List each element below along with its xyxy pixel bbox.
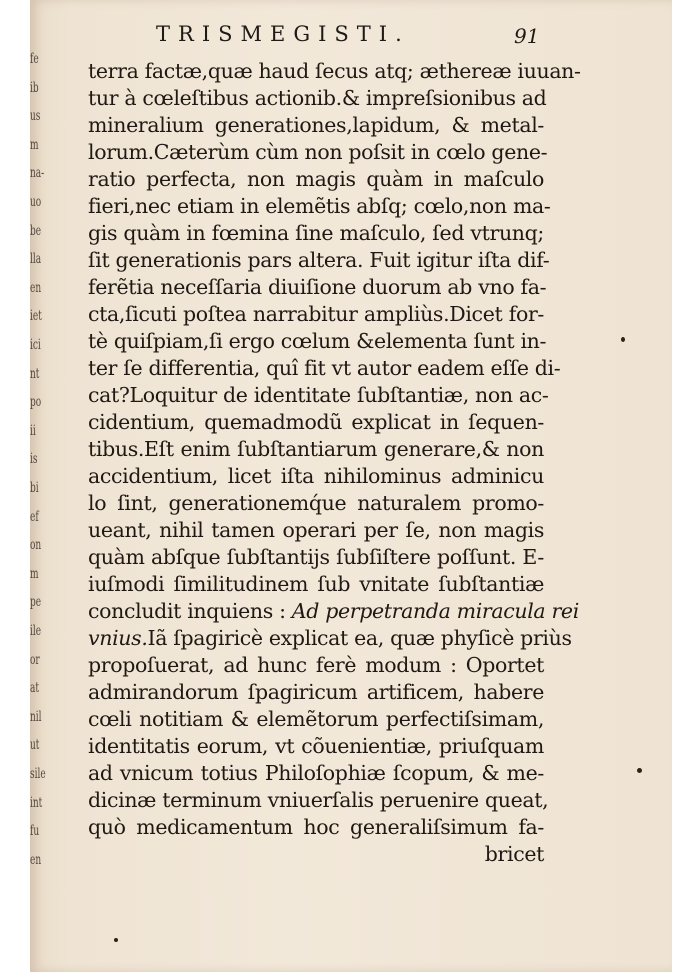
text-span: tur à cœleſtibus actionib.& impreſsionibus ad xyxy=(88,86,547,110)
text-span: cœli notitiam & elemẽtorum perfectiſsimam, xyxy=(88,707,544,731)
gutter-fragment: ef xyxy=(30,509,39,526)
text-line xyxy=(88,328,547,355)
text-line xyxy=(88,571,544,598)
italic-quote-span: vnius. xyxy=(88,626,148,650)
gutter-fragment: ii xyxy=(30,423,36,440)
gutter-fragment: int xyxy=(30,795,43,812)
text-span: ferẽtia neceſſaria diuiſione duorum ab vno fa- xyxy=(88,275,547,299)
gutter-fragment: lla xyxy=(30,251,42,268)
gutter-fragment: en xyxy=(30,852,42,869)
text-span: identitatis eorum, vt cõuenientiæ, priuſquam xyxy=(88,734,544,758)
gutter-fragment: iet xyxy=(30,308,42,325)
text-span: gis quàm in fœmina ſine maſculo, ſed vtrunq; xyxy=(88,221,544,245)
gutter-fragment: ut xyxy=(30,737,40,754)
text-span: terra factæ,quæ haud ſecus atq; æthereæ iuuan- xyxy=(88,59,581,83)
body-text xyxy=(88,58,581,868)
text-line xyxy=(88,463,544,490)
text-line xyxy=(88,112,544,139)
text-span: cat?Loquitur de identitate ſubſtantiæ, non ac- xyxy=(88,383,549,407)
text-span: lo ſint, generationemq́ue naturalem promo- xyxy=(88,491,544,515)
text-span: mineralium generationes,lapidum, & metal- xyxy=(88,113,544,137)
text-line xyxy=(88,490,544,517)
text-span: ratio perfecta, non magis quàm in maſculo xyxy=(88,167,544,191)
ink-speck xyxy=(621,337,625,342)
gutter-fragment: or xyxy=(30,652,40,669)
text-line xyxy=(88,679,544,706)
text-line xyxy=(88,625,572,652)
ink-speck xyxy=(114,938,118,942)
catchword: bricet xyxy=(484,842,544,866)
gutter-fragment: ici xyxy=(30,337,41,354)
text-line xyxy=(88,85,547,112)
text-line xyxy=(88,274,547,301)
text-span: iuſmodi ſimilitudinem ſub vnitate ſubſtantiæ xyxy=(88,572,544,596)
text-span: ſit generationis pars altera. Fuit igitur iſta dif- xyxy=(88,248,550,272)
text-line xyxy=(88,139,548,166)
text-line xyxy=(88,814,544,841)
text-span: propoſuerat, ad hunc ferè modum : Oportet xyxy=(88,653,544,677)
text-line xyxy=(88,652,544,679)
text-line xyxy=(88,166,544,193)
text-line xyxy=(88,355,561,382)
text-line xyxy=(88,706,544,733)
text-span: concludit inquiens : xyxy=(88,599,292,623)
text-span: dicinæ terminum vniuerſalis peruenire queat, xyxy=(88,788,549,812)
gutter-fragment: ib xyxy=(30,80,39,97)
text-span: tibus.Eſt enim ſubſtantiarum generare,& non xyxy=(88,437,544,461)
text-line xyxy=(88,220,544,247)
text-span: cidentium, quemadmodũ explicat in ſequen- xyxy=(88,410,544,434)
facing-page-gutter xyxy=(30,50,44,890)
gutter-fragment: bi xyxy=(30,480,39,497)
text-span: quò medicamentum hoc generaliſsimum fa- xyxy=(88,815,544,839)
ink-speck xyxy=(637,768,642,773)
text-span: accidentium, licet iſta nihilominus adminicu xyxy=(88,464,544,488)
gutter-fragment: ile xyxy=(30,623,42,640)
text-span: quàm abſque ſubſtantijs ſubſiſtere poſſunt. E- xyxy=(88,545,544,569)
text-line xyxy=(88,436,544,463)
text-span: fieri,nec etiam in elemẽtis abſq; cœlo,non ma- xyxy=(88,194,551,218)
gutter-fragment: en xyxy=(30,280,42,297)
gutter-fragment: na- xyxy=(30,165,45,182)
gutter-fragment: fu xyxy=(30,823,40,840)
gutter-fragment: us xyxy=(30,108,41,125)
gutter-fragment: sile xyxy=(30,766,46,783)
text-span: ter ſe differentia, quî fit vt autor eadem eſſe di- xyxy=(88,356,561,380)
gutter-fragment: m xyxy=(30,566,39,583)
text-span: ad vnicum totius Philoſophiæ ſcopum, & me- xyxy=(88,761,544,785)
running-title: TRISMEGISTI. xyxy=(156,22,410,46)
text-line xyxy=(88,409,544,436)
text-line xyxy=(88,193,551,220)
page-header xyxy=(148,22,548,52)
text-span: admirandorum ſpagiricum artificem, habere xyxy=(88,680,544,704)
text-line xyxy=(88,58,581,85)
text-span: tè quiſpiam,ſi ergo cœlum &elementa ſunt in- xyxy=(88,329,547,353)
gutter-fragment: pe xyxy=(30,594,42,611)
text-span: Iã ſpagiricè explicat ea, quæ phyſicè priùs xyxy=(147,626,572,650)
text-line xyxy=(88,733,544,760)
text-line xyxy=(88,760,544,787)
text-line xyxy=(88,787,549,814)
gutter-fragment: fe xyxy=(30,51,39,68)
gutter-fragment: on xyxy=(30,537,42,554)
gutter-fragment: nil xyxy=(30,709,42,726)
text-span: lorum.Cæterùm cùm non poſsit in cœlo gene- xyxy=(88,140,548,164)
text-span: cta,ſicuti poſtea narrabitur ampliùs.Dicet for- xyxy=(88,302,544,326)
text-span: ueant, nihil tamen operari per ſe, non magis xyxy=(88,518,544,542)
text-line xyxy=(88,517,544,544)
text-line xyxy=(88,301,544,328)
gutter-fragment: m xyxy=(30,137,39,154)
page-number: 91 xyxy=(514,24,540,48)
text-line xyxy=(88,247,550,274)
text-line xyxy=(88,598,579,625)
text-line xyxy=(88,382,549,409)
gutter-fragment: po xyxy=(30,394,42,411)
gutter-fragment: be xyxy=(30,223,42,240)
text-line xyxy=(88,544,544,571)
gutter-fragment: at xyxy=(30,680,39,697)
gutter-fragment: nt xyxy=(30,366,40,383)
gutter-fragment: is xyxy=(30,451,38,468)
gutter-fragment: uo xyxy=(30,194,42,211)
italic-quote-span: Ad perpetranda miracula rei xyxy=(291,599,579,623)
